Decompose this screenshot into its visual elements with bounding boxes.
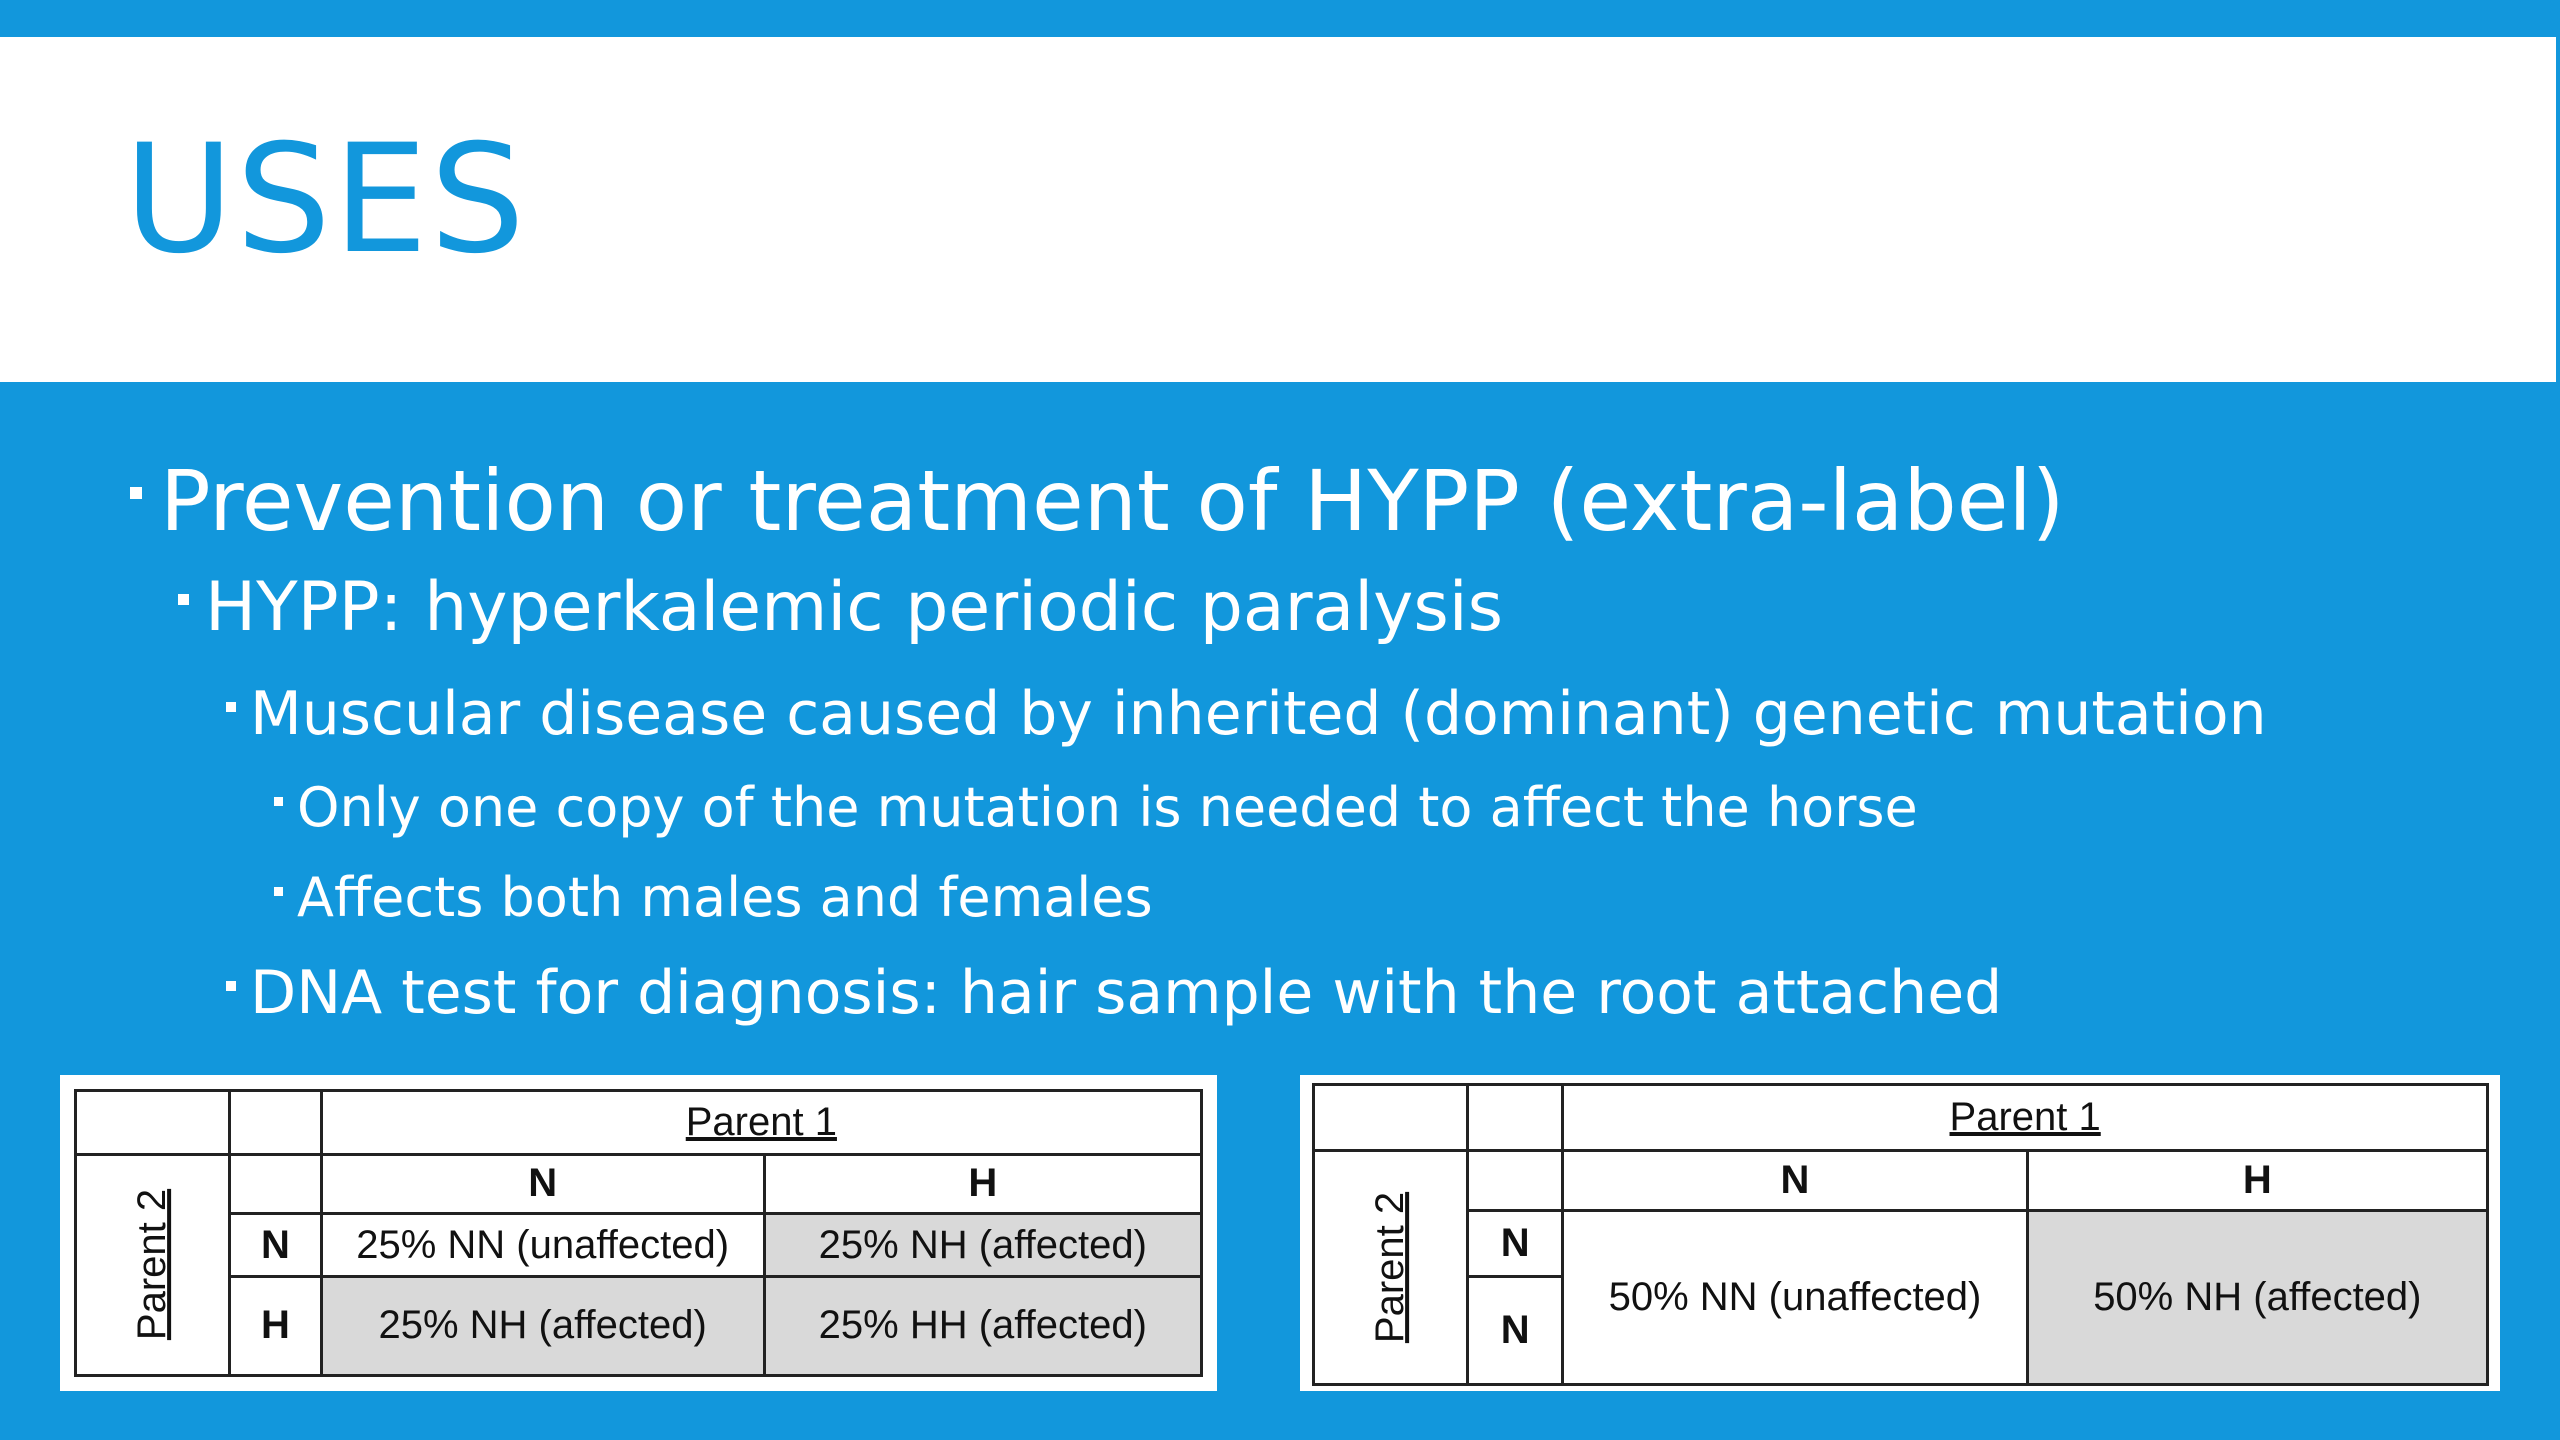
punnett-square-homozygous: [1300, 1075, 2500, 1391]
col-header-allele: N: [321, 1154, 764, 1214]
col-header-allele: H: [2027, 1151, 2487, 1211]
empty-corner-cell: [76, 1091, 230, 1155]
bullet-level-2: [178, 568, 1503, 647]
offspring-cell-affected: 25% HH (affected): [764, 1276, 1201, 1375]
bullet-level-3: [226, 958, 2002, 1028]
row-header-allele: N: [1468, 1211, 1563, 1277]
parent-2-header: [1314, 1151, 1468, 1385]
col-header-allele: N: [1563, 1151, 2027, 1211]
bullet-square-icon: [226, 981, 236, 991]
empty-corner-cell: [1314, 1085, 1468, 1151]
parent-1-header: [1563, 1085, 2488, 1151]
empty-corner-cell: [1468, 1151, 1563, 1211]
top-accent-band: [0, 0, 2560, 37]
bullet-text: Muscular disease caused by inherited (dominant) genetic mutation: [250, 679, 2267, 749]
punnett-square-heterozygous: [60, 1075, 1217, 1391]
bullet-level-4: [274, 866, 1153, 929]
offspring-cell: 25% NN (unaffected): [321, 1214, 764, 1277]
bullet-text: DNA test for diagnosis: hair sample with the root attached: [250, 958, 2003, 1028]
bullet-square-icon: [226, 702, 236, 712]
parent-2-label: Parent 2: [1368, 1191, 1413, 1344]
col-header-allele: H: [764, 1154, 1201, 1214]
bullet-square-icon: [274, 797, 283, 806]
offspring-cell-affected: 25% NH (affected): [321, 1276, 764, 1375]
bullet-text: Prevention or treatment of HYPP (extra-label): [160, 452, 2065, 550]
offspring-cell-affected: 50% NH (affected): [2027, 1211, 2487, 1385]
empty-corner-cell: [1468, 1085, 1563, 1151]
bullet-level-4: [274, 776, 1918, 839]
empty-corner-cell: [230, 1154, 321, 1214]
parent-2-header: [76, 1154, 230, 1375]
row-header-allele: H: [230, 1276, 321, 1375]
bullet-level-3: [226, 679, 2267, 749]
offspring-cell-affected: 25% NH (affected): [764, 1214, 1201, 1277]
bullet-text: HYPP: hyperkalemic periodic paralysis: [205, 568, 1504, 647]
bullet-square-icon: [274, 887, 283, 896]
parent-1-label: Parent 1: [1949, 1095, 2101, 1139]
parent-2-label: Parent 2: [130, 1189, 175, 1341]
row-header-allele: N: [1468, 1277, 1563, 1385]
parent-1-label: Parent 1: [685, 1099, 837, 1144]
bullet-text: Only one copy of the mutation is needed to affect the horse: [297, 776, 1918, 839]
bullet-square-icon: [178, 594, 189, 605]
punnett-table: [74, 1089, 1203, 1377]
punnett-table: [1312, 1083, 2489, 1386]
parent-1-header: [321, 1091, 1201, 1155]
bullet-level-1: [130, 452, 2065, 550]
empty-corner-cell: [230, 1091, 321, 1155]
offspring-cell: 50% NN (unaffected): [1563, 1211, 2027, 1385]
bullet-text: Affects both males and females: [297, 866, 1153, 929]
row-header-allele: N: [230, 1214, 321, 1277]
bullet-square-icon: [130, 487, 142, 499]
slide-title: USES: [124, 113, 527, 287]
